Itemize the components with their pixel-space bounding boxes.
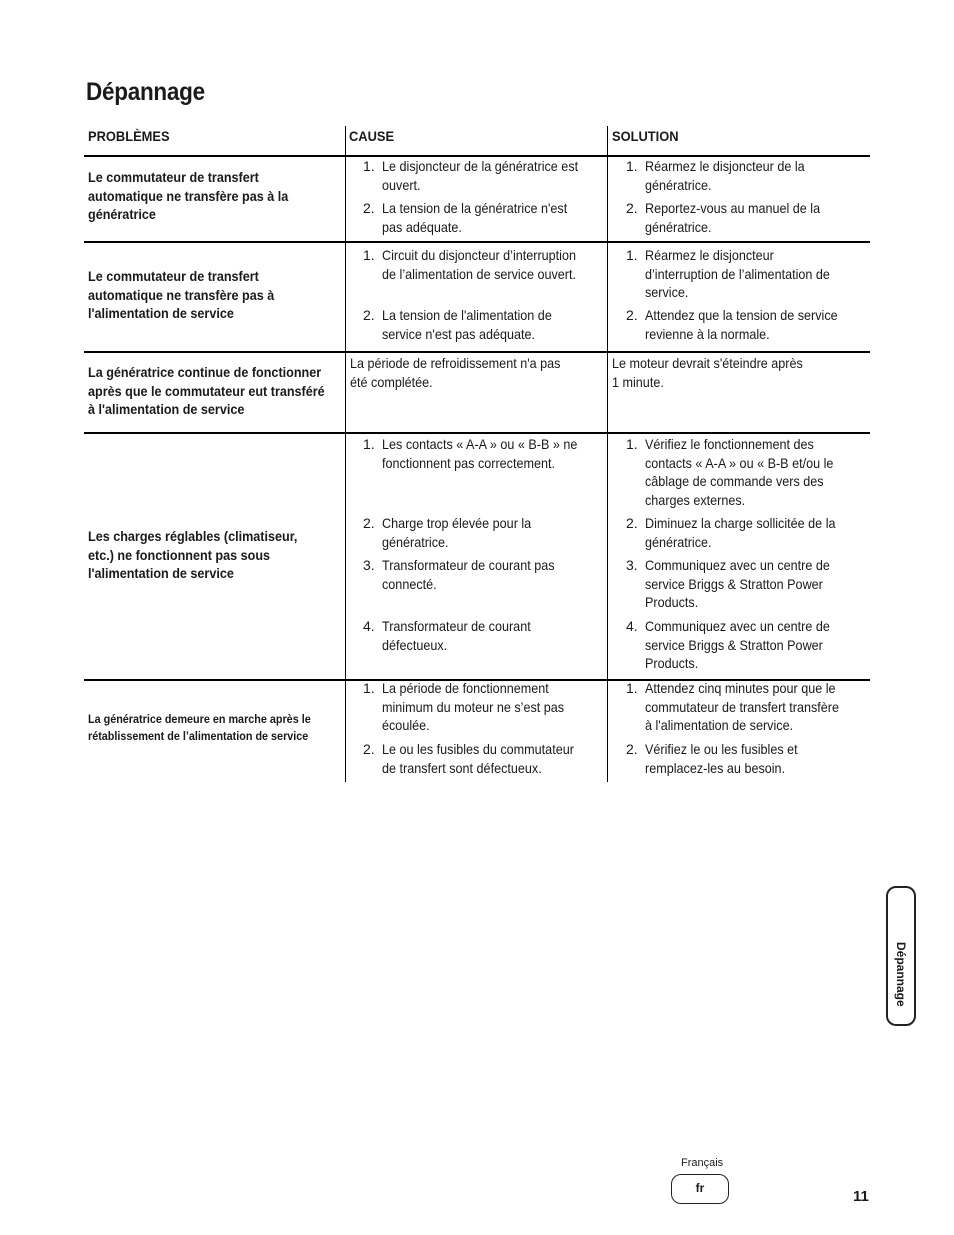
problem-cell: Le commutateur de transfert automatique ne transfère pas à la génératrice — [88, 169, 289, 223]
problem-cell: La génératrice continue de fonctionner après que le commutateur eut transféré à l'alimentation de service — [88, 364, 325, 418]
problem-cell: Le commutateur de transfert automatique ne transfère pas à l'alimentation de service — [88, 268, 275, 322]
list-number: 2. — [363, 515, 375, 531]
list-number: 1. — [363, 680, 375, 696]
list-number: 2. — [626, 307, 638, 323]
solution-text: Le moteur devrait s'éteindre après 1 minute. — [612, 355, 803, 390]
cause-item: La tension de la génératrice n'est pas adéquate. — [382, 200, 568, 235]
cause-text: La période de refroidissement n'a pas été complétée. — [350, 355, 561, 390]
solution-item: Réarmez le disjoncteur de la génératrice. — [645, 158, 805, 193]
list-number: 1. — [363, 436, 375, 452]
list-number: 3. — [363, 557, 375, 573]
list-number: 1. — [626, 680, 638, 696]
cause-item: La période de fonctionnement minimum du moteur ne s’est pas écoulée. — [382, 680, 565, 734]
solution-item: Communiquez avec un centre de service Briggs & Stratton Power Products. — [645, 557, 830, 611]
row-divider — [84, 432, 870, 434]
solution-item: Communiquez avec un centre de service Briggs & Stratton Power Products. — [645, 618, 830, 672]
language-name: Français — [681, 1157, 724, 1169]
problem-cell: Les charges réglables (climatiseur, etc.) ne fonctionnent pas sous l'alimentation de service — [88, 528, 298, 582]
list-number: 1. — [626, 247, 638, 263]
language-code-badge: fr — [671, 1174, 729, 1204]
list-number: 2. — [363, 200, 375, 216]
list-number: 1. — [626, 158, 638, 174]
section-tab-label: Dépannage — [894, 942, 908, 1007]
cause-item: Le ou les fusibles du commutateur de transfert sont défectueux. — [382, 741, 574, 776]
list-number: 1. — [363, 247, 375, 263]
header-solution: SOLUTION — [612, 128, 679, 144]
list-number: 4. — [626, 618, 638, 634]
cause-item: Le disjoncteur de la génératrice est ouvert. — [382, 158, 579, 193]
cause-item: Les contacts « A-A » ou « B-B » ne fonctionnent pas correctement. — [382, 436, 578, 471]
solution-item: Attendez cinq minutes pour que le commutateur de transfert transfère à l'alimentation de service. — [645, 680, 839, 734]
cause-item: Circuit du disjoncteur d’interruption de l’alimentation de service ouvert. — [382, 247, 577, 282]
header-problems: PROBLÈMES — [88, 128, 170, 144]
solution-item: Vérifiez le fonctionnement des contacts « A-A » ou « B-B et/ou le câblage de commande vers des charges externes. — [645, 436, 834, 508]
list-number: 2. — [626, 515, 638, 531]
list-number: 2. — [363, 307, 375, 323]
column-divider-solution — [607, 126, 608, 782]
list-number: 1. — [626, 436, 638, 452]
page-number: 11 — [853, 1188, 869, 1205]
row-divider — [84, 241, 870, 243]
list-number: 2. — [626, 200, 638, 216]
list-number: 4. — [363, 618, 375, 634]
row-divider — [84, 351, 870, 353]
page-title: Dépannage — [86, 78, 205, 106]
header-cause: CAUSE — [349, 128, 395, 144]
solution-item: Reportez-vous au manuel de la génératrice. — [645, 200, 821, 235]
cause-item: La tension de l'alimentation de service n'est pas adéquate. — [382, 307, 552, 342]
cause-item: Transformateur de courant défectueux. — [382, 618, 531, 653]
list-number: 2. — [626, 741, 638, 757]
list-number: 1. — [363, 158, 375, 174]
cause-item: Transformateur de courant pas connecté. — [382, 557, 555, 592]
solution-item: Diminuez la charge sollicitée de la génératrice. — [645, 515, 836, 550]
list-number: 3. — [626, 557, 638, 573]
problem-cell: La génératrice demeure en marche après le rétablissement de l’alimentation de service — [88, 712, 311, 743]
solution-item: Réarmez le disjoncteur d’interruption de l’alimentation de service. — [645, 247, 830, 301]
solution-item: Vérifiez le ou les fusibles et remplacez-les au besoin. — [645, 741, 798, 776]
cause-item: Charge trop élevée pour la génératrice. — [382, 515, 532, 550]
list-number: 2. — [363, 741, 375, 757]
column-divider-cause — [345, 126, 346, 782]
solution-item: Attendez que la tension de service revienne à la normale. — [645, 307, 838, 342]
